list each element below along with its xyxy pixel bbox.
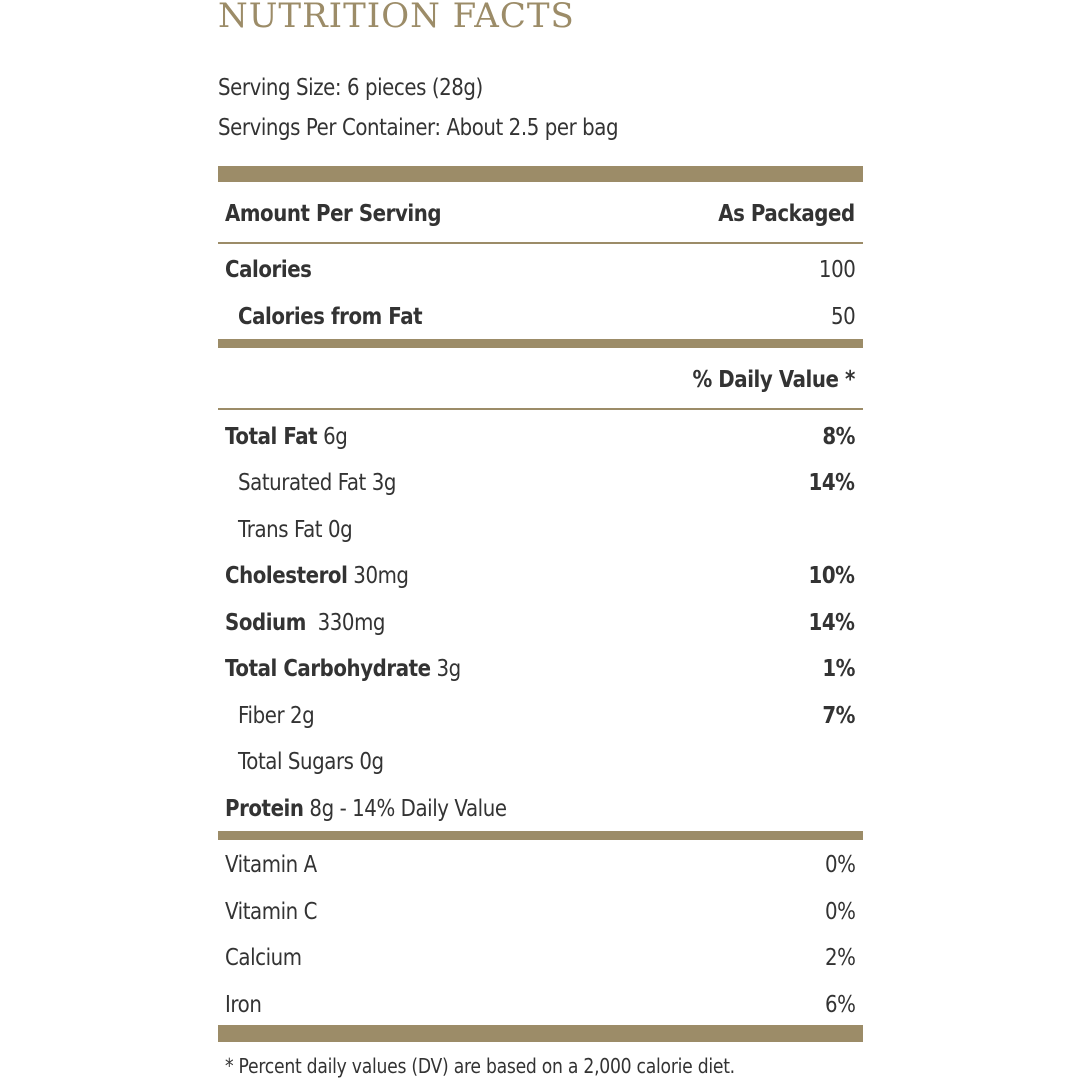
nutrient-name: Fiber (238, 703, 285, 729)
divider-thin (218, 408, 863, 410)
nutrient-name: Saturated Fat (238, 470, 366, 496)
nutrient-amount: 30mg (353, 563, 409, 589)
vitamin-name: Vitamin C (225, 899, 318, 925)
calories-label: Calories (225, 257, 312, 283)
daily-value-header: % Daily Value * (692, 367, 855, 393)
vitamin-row (218, 892, 863, 932)
daily-value-header-row (218, 360, 863, 400)
nutrient-name: Trans Fat (238, 517, 323, 543)
vitamin-row (218, 845, 863, 885)
vitamin-dv: 6% (824, 992, 855, 1018)
divider-medium (218, 831, 863, 840)
nutrient-dv: 1% (822, 656, 855, 682)
vitamin-name: Calcium (225, 945, 302, 971)
vitamin-row (218, 938, 863, 978)
nutrient-dv: 7% (822, 703, 855, 729)
nutrient-dv: 8% (822, 424, 855, 450)
nutrient-amount: 6g (323, 424, 348, 450)
divider-thin (218, 242, 863, 244)
nutrient-name: Total Sugars (238, 749, 354, 775)
nutrient-amount: 0g (327, 517, 353, 543)
label-title: NUTRITION FACTS (218, 0, 575, 36)
amount-per-serving-label: Amount Per Serving (225, 201, 442, 227)
calories-value: 100 (818, 257, 855, 283)
nutrient-name: Total Carbohydrate (225, 656, 431, 682)
vitamin-name: Iron (225, 992, 262, 1018)
nutrient-row (218, 789, 863, 829)
calories-from-fat-value: 50 (830, 304, 855, 330)
vitamin-row (218, 985, 863, 1025)
vitamin-name: Vitamin A (225, 852, 317, 878)
nutrient-amount: 3g (371, 470, 396, 496)
nutrient-dv: 10% (808, 563, 855, 589)
nutrient-row (218, 556, 863, 596)
footnote: * Percent daily values (DV) are based on a 2,000 calorie diet. (225, 1054, 735, 1078)
nutrient-row (218, 696, 863, 736)
divider-medium (218, 339, 863, 348)
nutrient-amount: 8g - 14% Daily Value (309, 796, 507, 822)
nutrient-amount: 330mg (317, 610, 386, 636)
amount-per-serving-header (218, 194, 863, 234)
nutrient-name: Protein (225, 796, 304, 822)
divider-thick-bottom (218, 1025, 863, 1042)
calories-from-fat-row (218, 297, 863, 337)
vitamin-dv: 2% (824, 945, 855, 971)
nutrient-name: Total Fat (225, 424, 318, 450)
nutrient-row (218, 417, 863, 457)
as-packaged-label: As Packaged (718, 201, 855, 227)
nutrient-row (218, 463, 863, 503)
nutrient-row (218, 510, 863, 550)
nutrient-dv: 14% (808, 610, 855, 636)
nutrient-dv: 14% (808, 470, 855, 496)
nutrient-row (218, 742, 863, 782)
divider-thick-top (218, 166, 863, 182)
vitamin-dv: 0% (824, 852, 855, 878)
vitamin-dv: 0% (824, 899, 855, 925)
servings-per-container: Servings Per Container: About 2.5 per bag (218, 115, 619, 141)
nutrient-amount: 3g (436, 656, 461, 682)
calories-from-fat-label: Calories from Fat (238, 304, 423, 330)
nutrient-amount: 2g (290, 703, 315, 729)
nutrient-name: Sodium (225, 610, 306, 636)
nutrient-amount: 0g (359, 749, 384, 775)
serving-size: Serving Size: 6 pieces (28g) (218, 75, 483, 101)
nutrient-row (218, 603, 863, 643)
calories-row (218, 250, 863, 290)
nutrient-row (218, 649, 863, 689)
nutrient-name: Cholesterol (225, 563, 348, 589)
